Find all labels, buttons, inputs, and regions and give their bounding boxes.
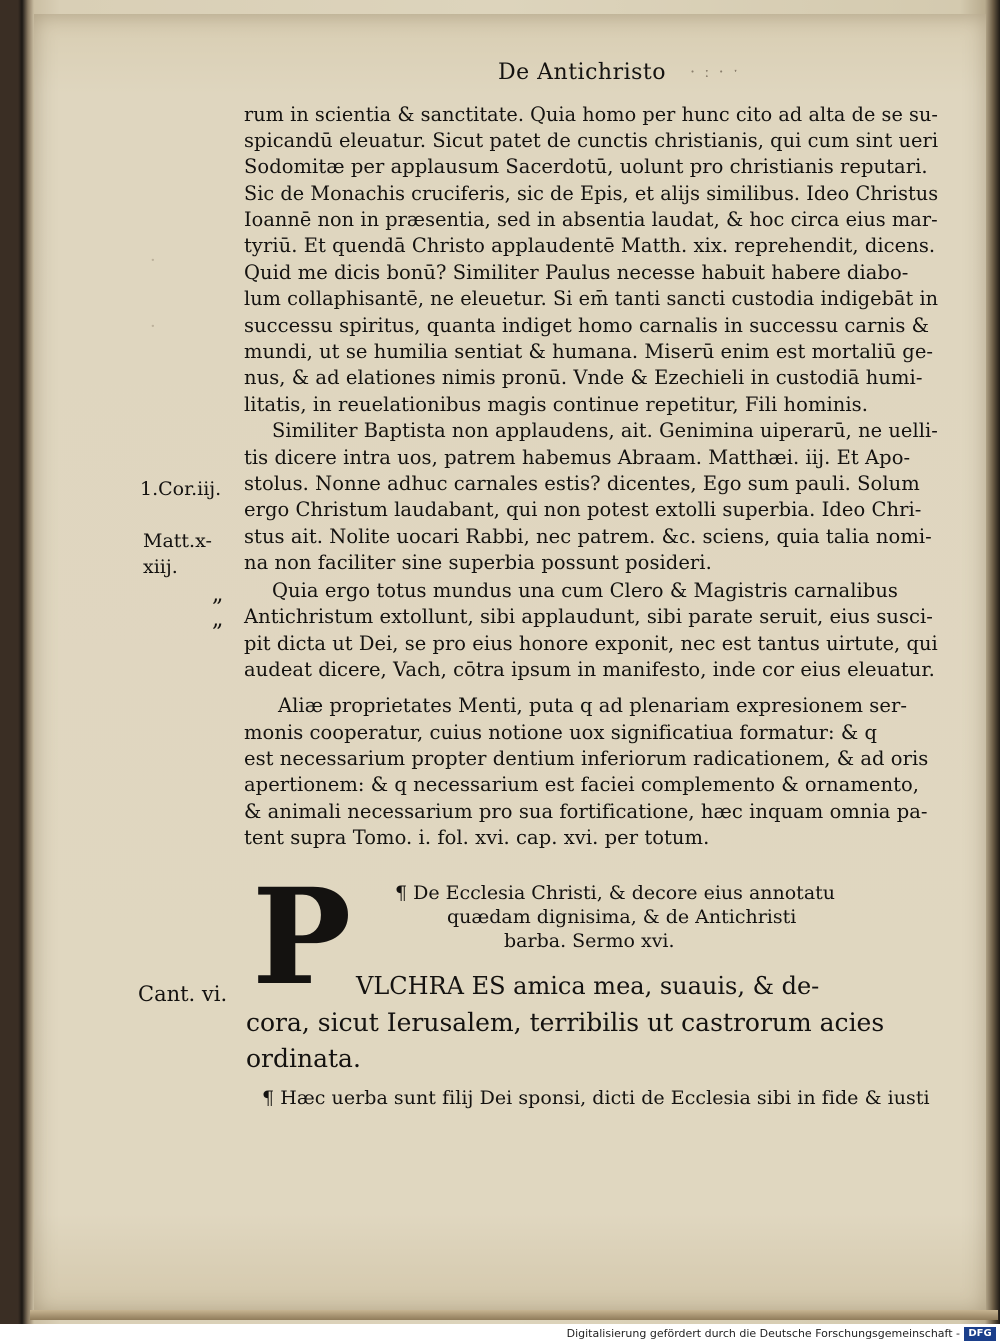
- body-line: & animali necessarium pro sua fortificatione, hæc inquam omnia pa-: [244, 800, 928, 823]
- footer-bar: [0, 1324, 1000, 1344]
- margin-note-cant: Cant. vi.: [138, 982, 228, 1006]
- scripture-line: cora, sicut Ierusalem, terribilis ut castrorum acies: [246, 1008, 885, 1037]
- body-line: tent supra Tomo. i. fol. xvi. cap. xvi. per totum.: [244, 826, 710, 849]
- dfg-logo-icon[interactable]: DFG: [964, 1327, 996, 1341]
- body-line: pit dicta ut Dei, se pro eius honore exponit, nec est tantus uirtute, qui: [244, 632, 938, 655]
- body-line: Aliæ proprietates Menti, puta q ad plenariam expresionem ser-: [278, 694, 907, 717]
- scripture-line: ordinata.: [246, 1044, 361, 1073]
- drop-capital: P: [252, 860, 352, 1015]
- body-line: tyriū. Et quendā Christo applaudentē Matth. xix. reprehendit, dicens.: [244, 234, 936, 257]
- body-line: Antichristum extollunt, sibi applaudunt, sibi parate seruit, eius susci-: [244, 605, 933, 628]
- body-line: na non faciliter sine superbia possunt posideri.: [244, 551, 712, 574]
- margin-note-cor: 1.Cor.iij.: [140, 478, 222, 500]
- body-line: Quia ergo totus mundus una cum Clero & Magistris carnalibus: [272, 579, 898, 602]
- body-line: litatis, in reuelationibus magis continue repetitur, Fili hominis.: [244, 393, 868, 416]
- body-line: successu spiritus, quanta indiget homo carnalis in successu carnis &: [244, 314, 930, 337]
- body-line: nus, & ad elationes nimis pronū. Vnde & Ezechieli in custodiā humi-: [244, 366, 923, 389]
- sermon-heading-line: quædam dignisima, & de Antichristi: [447, 906, 797, 928]
- bleed-through-mark: ·: [150, 250, 156, 271]
- body-line: stolus. Nonne adhuc carnales estis? dicentes, Ego sum pauli. Solum: [244, 472, 920, 495]
- body-line: mundi, ut se humilia sentiat & humana. Miserū enim est mortaliū ge-: [244, 340, 934, 363]
- body-line: spicandū eleuatur. Sicut patet de cunctis christianis, qui cum sint ueri: [244, 129, 939, 152]
- body-line: Sic de Monachis cruciferis, sic de Epis, et alijs similibus. Ideo Christus: [244, 182, 939, 205]
- body-line: rum in scientia & sanctitate. Quia homo per hunc cito ad alta de se su-: [244, 103, 938, 126]
- bleed-through-mark: ·: [150, 316, 156, 337]
- header-ornament: · ː · ˑ: [690, 62, 741, 81]
- body-line: tis dicere intra uos, patrem habemus Abraam. Matthæi. iij. Et Apo-: [244, 446, 911, 469]
- sermon-heading-line: barba. Sermo xvi.: [504, 930, 675, 952]
- body-line: stus ait. Nolite uocari Rabbi, nec patrem. &c. sciens, quia talia nomi-: [244, 525, 932, 548]
- margin-note-matt: Matt.x-: [143, 530, 212, 552]
- running-title: De Antichristo: [498, 60, 667, 85]
- body-line: lum collaphisantē, ne eleuetur. Si em̄ tanti sancti custodia indigebāt in: [244, 287, 939, 310]
- body-line: audeat dicere, Vach, cōtra ipsum in manifesto, inde cor eius eleuatur.: [244, 658, 935, 681]
- body-line: monis cooperatur, cuius notione uox significatiua formatur: & q: [244, 721, 878, 744]
- margin-note-matt-cont: xiij.: [143, 556, 178, 578]
- page-bottom-edge: [30, 1310, 998, 1320]
- body-line: ergo Christum laudabant, qui non potest extolli superbia. Ideo Chri-: [244, 498, 922, 521]
- body-line: Sodomitæ per applausum Sacerdotū, uolunt pro christianis reputari.: [244, 155, 928, 178]
- body-line: Ioannē non in præsentia, sed in absentia laudat, & hoc circa eius mar-: [244, 208, 938, 231]
- footer-credit[interactable]: Digitalisierung gefördert durch die Deutsche Forschungsgemeinschaft -: [566, 1327, 960, 1340]
- body-line: est necessarium propter dentium inferiorum radicationem, & ad oris: [244, 747, 929, 770]
- last-text-line: ¶ Hæc uerba sunt filij Dei sponsi, dicti de Ecclesia sibi in fide & iusti: [262, 1087, 930, 1109]
- margin-quote-mark: „: [212, 607, 224, 632]
- body-line: Quid me dicis bonū? Similiter Paulus necesse habuit habere diabo-: [244, 261, 909, 284]
- body-line: Similiter Baptista non applaudens, ait. Genimina uiperarū, ne uelli-: [272, 419, 938, 442]
- margin-quote-mark: „: [212, 582, 224, 607]
- body-line: apertionem: & q necessarium est faciei complemento & ornamento,: [244, 773, 920, 796]
- scripture-line: VLCHRA ES amica mea, suauis, & de-: [356, 972, 820, 1000]
- sermon-heading-line: ¶ De Ecclesia Christi, & decore eius annotatu: [395, 882, 836, 904]
